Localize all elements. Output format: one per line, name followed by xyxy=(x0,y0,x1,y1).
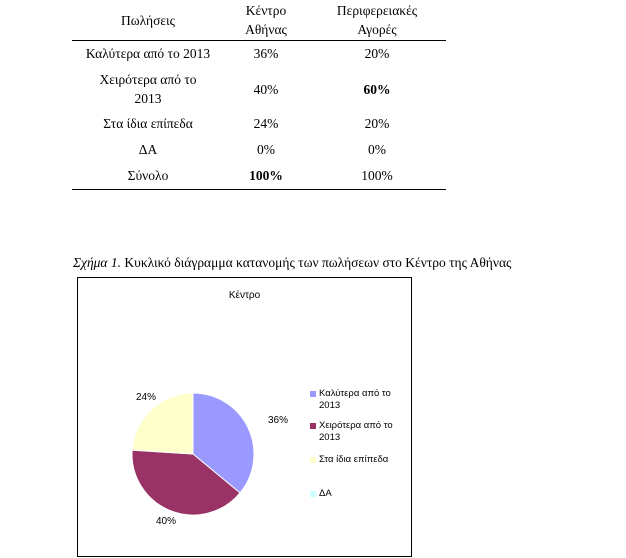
header-peripheral-markets: Περιφερειακές Αγορές xyxy=(336,3,418,37)
pie-chart-plot xyxy=(78,278,413,558)
legend-swatch xyxy=(310,491,316,497)
legend-item xyxy=(310,454,388,466)
row-athens-value: 24% xyxy=(253,116,279,131)
legend-item xyxy=(310,420,393,444)
table-row xyxy=(72,41,446,67)
row-periphery-value: 0% xyxy=(368,142,386,157)
legend-label: ΔΑ xyxy=(319,488,332,499)
legend-item xyxy=(310,388,391,412)
row-periphery-value: 20% xyxy=(364,116,390,131)
chart-title: Κέντρο xyxy=(228,290,261,301)
table-total-row xyxy=(72,163,446,190)
row-label: ΔΑ xyxy=(138,142,158,157)
figure-caption xyxy=(73,255,511,271)
pie-chart xyxy=(77,277,412,557)
pie-data-label: 24% xyxy=(136,392,157,403)
table-row xyxy=(72,67,446,111)
legend-label: Στα ίδια επίπεδα xyxy=(319,454,389,465)
row-periphery-value: 20% xyxy=(364,46,390,61)
row-athens-value: 40% xyxy=(253,81,279,97)
row-athens-value: 0% xyxy=(257,142,275,157)
row-athens-value: 36% xyxy=(253,46,279,61)
legend-swatch xyxy=(310,391,316,397)
legend-label: Χειρότερα από το 2013 xyxy=(319,420,393,443)
row-label: Σύνολο xyxy=(127,168,169,183)
row-periphery-value: 100% xyxy=(361,168,393,183)
legend-item xyxy=(310,488,332,500)
row-athens-value: 100% xyxy=(249,168,283,183)
table-row xyxy=(72,137,446,163)
legend-swatch xyxy=(310,457,316,463)
legend-swatch xyxy=(310,423,316,429)
pie-data-label: 36% xyxy=(268,415,289,426)
row-label: Στα ίδια επίπεδα xyxy=(103,116,193,131)
row-periphery-value: 60% xyxy=(363,81,391,97)
sales-table xyxy=(72,0,446,190)
row-label: Χειρότερα από το 2013 xyxy=(99,72,197,106)
figure-caption-text: Κυκλικό διάγραμμα κατανομής των πωλήσεων στο Κέντρο της Αθήνας xyxy=(124,255,512,270)
pie-data-label: 40% xyxy=(156,516,177,527)
header-athens-center: Κέντρο Αθήνας xyxy=(245,3,287,37)
table-header-row xyxy=(72,0,446,41)
table-row xyxy=(72,111,446,137)
legend-label: Καλύτερα από το 2013 xyxy=(319,388,391,411)
figure-caption-label: Σχήμα 1. xyxy=(73,255,122,270)
row-label: Καλύτερα από το 2013 xyxy=(85,46,211,61)
header-sales: Πωλήσεις xyxy=(120,12,176,28)
